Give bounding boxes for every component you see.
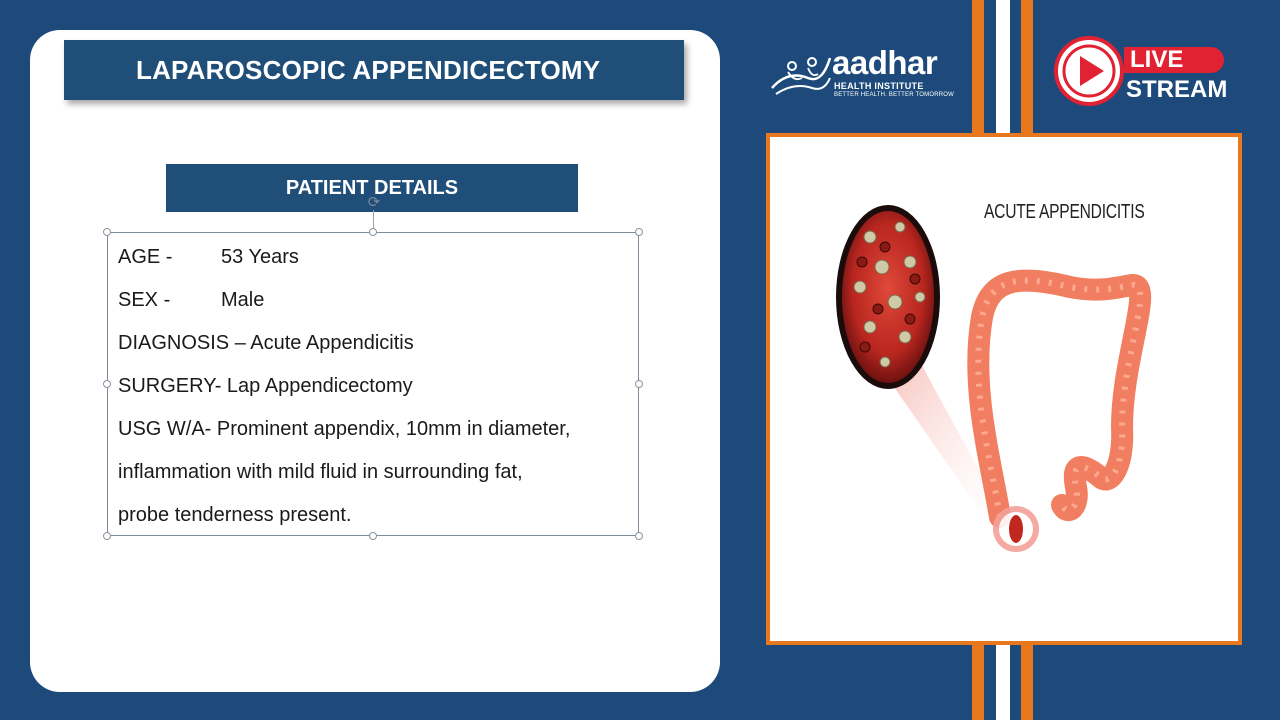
logo-subtitle: HEALTH INSTITUTE	[834, 81, 924, 91]
aadhar-logo	[768, 46, 968, 104]
slide-title: LAPAROSCOPIC APPENDICECTOMY	[136, 54, 601, 85]
resize-handle-top-left[interactable]	[103, 228, 111, 236]
play-circle	[1054, 36, 1124, 106]
live-stream-badge	[1052, 36, 1232, 110]
sex-value: Male	[221, 289, 265, 311]
diagnosis-row: DIAGNOSIS – Acute Appendicitis	[118, 332, 414, 354]
logo-brand-text: aadhar	[832, 44, 938, 81]
usg-row-2: inflammation with mild fluid in surrounding fat,	[118, 461, 523, 483]
resize-handle-top[interactable]	[369, 228, 377, 236]
usg-row-1: USG W/A- Prominent appendix, 10mm in diameter,	[118, 418, 571, 440]
resize-handle-bottom-left[interactable]	[103, 532, 111, 540]
slide-title-banner	[64, 40, 684, 100]
usg-row-3: probe tenderness present.	[118, 504, 352, 526]
logo-tagline: BETTER HEALTH. BETTER TOMORROW	[834, 92, 955, 98]
resize-handle-bottom[interactable]	[369, 532, 377, 540]
sex-label: SEX -	[118, 289, 171, 311]
resize-handle-bottom-right[interactable]	[635, 532, 643, 540]
age-label: AGE -	[118, 246, 173, 268]
illustration-title: ACUTE APPENDICITIS	[984, 201, 1145, 223]
resize-handle-right[interactable]	[635, 380, 643, 388]
stream-label: STREAM	[1126, 76, 1228, 103]
patient-details-heading-text: PATIENT DETAILS	[285, 176, 459, 199]
resize-handle-top-right[interactable]	[635, 228, 643, 236]
resize-handle-left[interactable]	[103, 380, 111, 388]
appendicitis-illustration-panel	[766, 133, 1242, 645]
age-row	[118, 246, 299, 269]
surgery-row: SURGERY- Lap Appendicectomy	[118, 375, 413, 397]
logo-emblem-icon	[768, 48, 834, 104]
live-label: LIVE	[1130, 46, 1184, 73]
play-icon	[1058, 40, 1120, 102]
age-value: 53 Years	[221, 246, 299, 268]
sex-row	[118, 289, 265, 312]
rotate-handle-icon[interactable]: ⟳	[367, 194, 381, 211]
